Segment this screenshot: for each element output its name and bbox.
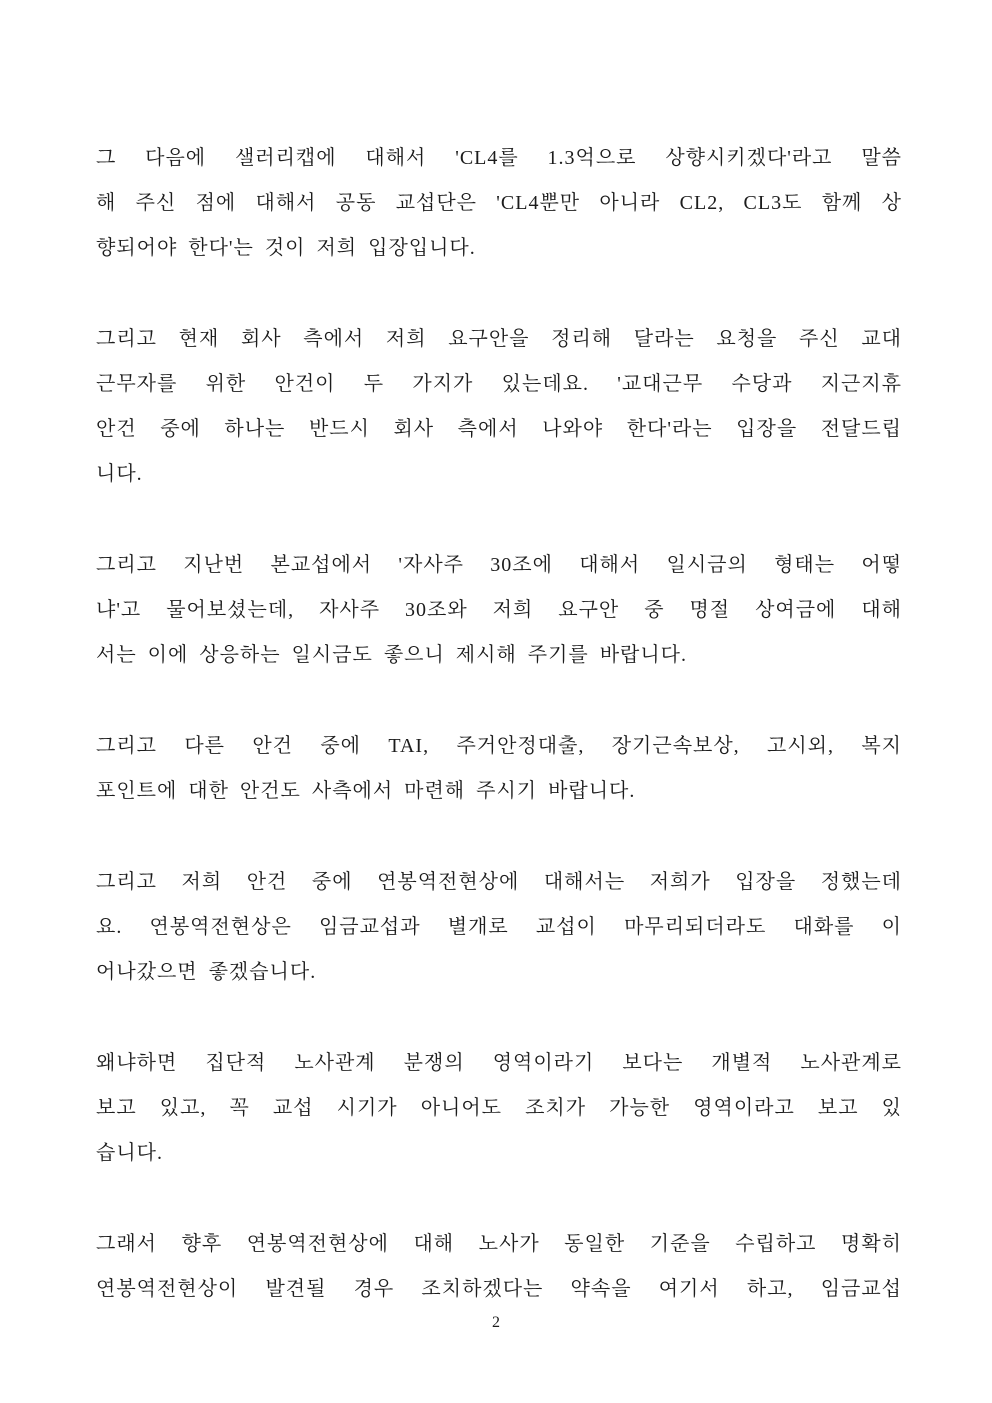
page-number: 2 — [492, 1314, 500, 1331]
text-line: 포인트에 대한 안건도 사측에서 마련해 주시기 바랍니다. — [96, 780, 636, 802]
paragraph — [96, 860, 902, 995]
text-line: 안건 중에 하나는 반드시 회사 측에서 나와야 한다'라는 입장을 전달드립 — [96, 418, 902, 440]
paragraph — [96, 136, 902, 271]
text-line: 향되어야 한다'는 것이 저희 입장입니다. — [96, 237, 476, 259]
paragraph — [96, 1041, 902, 1176]
paragraph — [96, 317, 902, 497]
text-line: 냐'고 물어보셨는데, 자사주 30조와 저희 요구안 중 명절 상여금에 대해 — [96, 599, 902, 621]
text-line: 요. 연봉역전현상은 임금교섭과 별개로 교섭이 마무리되더라도 대화를 이 — [96, 916, 902, 938]
text-line: 그래서 향후 연봉역전현상에 대해 노사가 동일한 기준을 수립하고 명확히 — [96, 1233, 902, 1255]
text-line: 연봉역전현상이 발견될 경우 조치하겠다는 약속을 여기서 하고, 임금교섭 — [96, 1278, 902, 1300]
text-line: 그리고 저희 안건 중에 연봉역전현상에 대해서는 저희가 입장을 정했는데 — [96, 871, 902, 893]
text-line: 해 주신 점에 대해서 공동 교섭단은 'CL4뿐만 아니라 CL2, CL3도 함께 상 — [96, 192, 902, 214]
text-line: 어나갔으면 좋겠습니다. — [96, 961, 317, 983]
text-line: 그 다음에 샐러리캡에 대해서 'CL4를 1.3억으로 상향시키겠다'라고 말씀 — [96, 147, 902, 169]
paragraph — [96, 543, 902, 678]
text-line: 보고 있고, 꼭 교섭 시기가 아니어도 조치가 가능한 영역이라고 보고 있 — [96, 1097, 902, 1119]
text-line: 왜냐하면 집단적 노사관계 분쟁의 영역이라기 보다는 개별적 노사관계로 — [96, 1052, 902, 1074]
paragraph — [96, 724, 902, 814]
text-line: 근무자를 위한 안건이 두 가지가 있는데요. '교대근무 수당과 지근지휴 — [96, 373, 902, 395]
text-line: 그리고 현재 회사 측에서 저희 요구안을 정리해 달라는 요청을 주신 교대 — [96, 328, 902, 350]
text-line: 서는 이에 상응하는 일시금도 좋으니 제시해 주기를 바랍니다. — [96, 644, 687, 666]
text-line: 그리고 지난번 본교섭에서 '자사주 30조에 대해서 일시금의 형태는 어떻 — [96, 554, 902, 576]
text-line: 니다. — [96, 463, 143, 485]
text-line: 습니다. — [96, 1142, 163, 1164]
text-line: 그리고 다른 안건 중에 TAI, 주거안정대출, 장기근속보상, 고시외, 복지 — [96, 735, 902, 757]
paragraph — [96, 1222, 902, 1312]
document-body — [96, 136, 902, 1358]
